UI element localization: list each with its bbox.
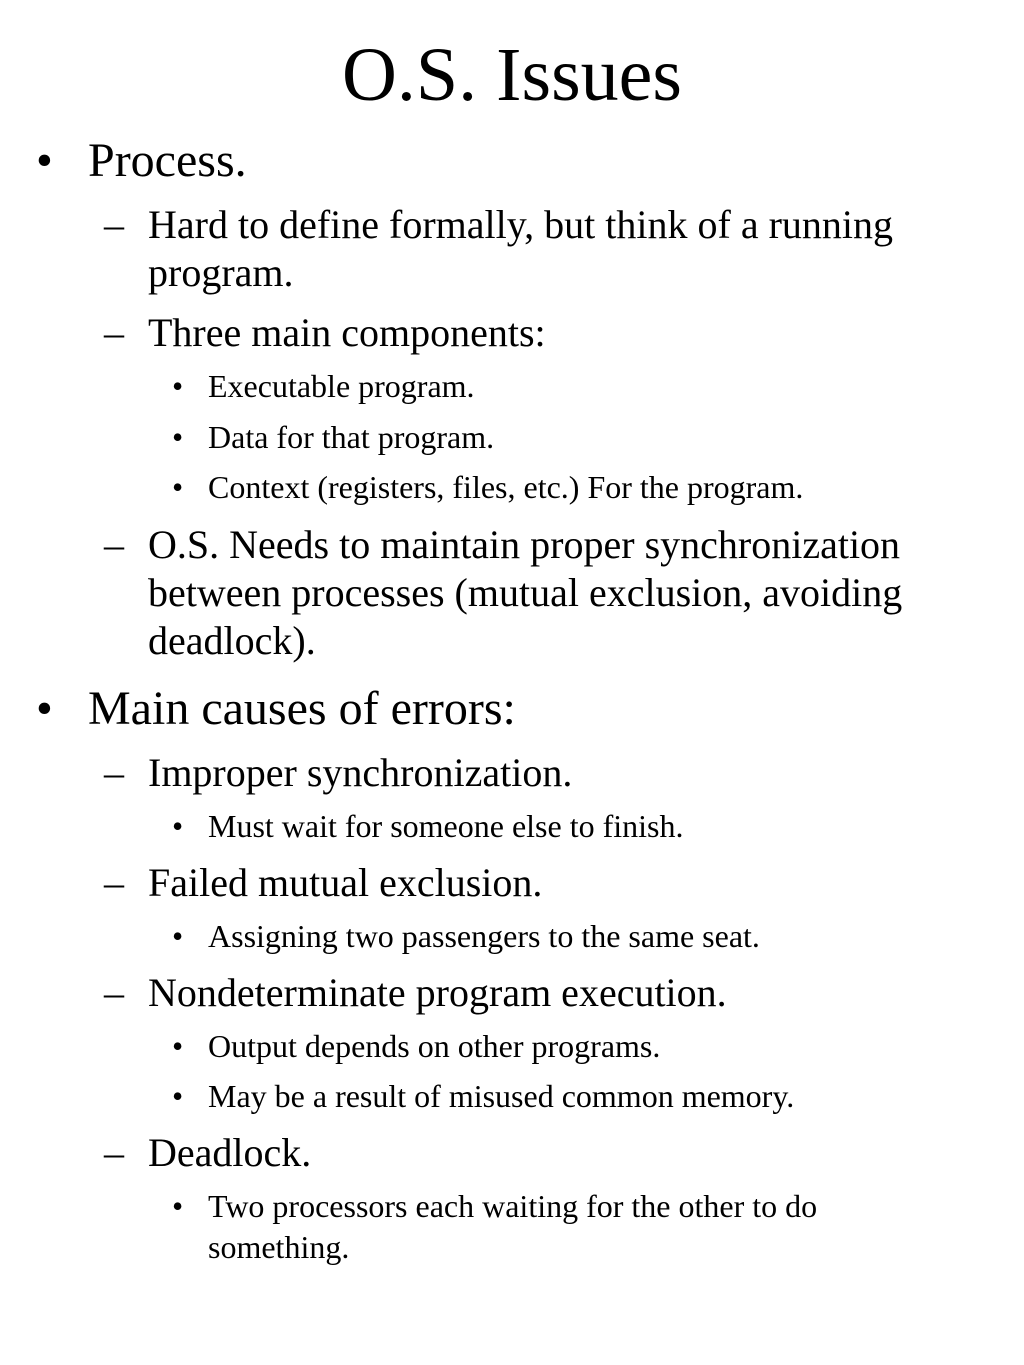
bullet-level-2 bbox=[104, 309, 1008, 357]
bullet-level-2 bbox=[104, 521, 968, 665]
bullet-text: O.S. Needs to maintain proper synchronization between processes (mutual exclusion, avoiding deadlock). bbox=[148, 522, 903, 663]
bullet-text: Nondeterminate program execution. bbox=[148, 970, 727, 1015]
dash-icon: – bbox=[104, 860, 124, 905]
bullet-text: Deadlock. bbox=[148, 1130, 312, 1175]
dash-icon: – bbox=[104, 1130, 124, 1175]
bullet-level-3 bbox=[172, 1026, 1008, 1067]
bullet-text: Data for that program. bbox=[208, 419, 495, 455]
bullet-level-3 bbox=[172, 366, 1008, 407]
bullet-text: Failed mutual exclusion. bbox=[148, 860, 543, 905]
bullet-text: May be a result of misused common memory. bbox=[208, 1078, 795, 1114]
bullet-level-3 bbox=[172, 1186, 948, 1268]
bullet-dot-icon: • bbox=[172, 1078, 184, 1114]
dash-icon: – bbox=[104, 522, 124, 567]
bullet-level-2 bbox=[104, 201, 1003, 297]
bullet-text: Hard to define formally, but think of a running program. bbox=[148, 202, 893, 295]
dash-icon: – bbox=[104, 750, 124, 795]
bullet-dot-icon: • bbox=[36, 134, 53, 187]
bullet-text: Improper synchronization. bbox=[148, 750, 573, 795]
bullet-text: Two processors each waiting for the other to do something. bbox=[208, 1188, 818, 1265]
bullet-text: Three main components: bbox=[148, 310, 546, 355]
bullet-level-3 bbox=[172, 916, 1008, 957]
dash-icon: – bbox=[104, 310, 124, 355]
bullet-level-2 bbox=[104, 1129, 1008, 1177]
bullet-dot-icon: • bbox=[172, 918, 184, 954]
dash-icon: – bbox=[104, 202, 124, 247]
bullet-text: Context (registers, files, etc.) For the program. bbox=[208, 469, 804, 505]
bullet-text: Output depends on other programs. bbox=[208, 1028, 661, 1064]
bullet-level-1 bbox=[36, 681, 1008, 737]
bullet-dot-icon: • bbox=[172, 1028, 184, 1064]
bullet-level-3 bbox=[172, 417, 1008, 458]
bullet-level-3 bbox=[172, 806, 1008, 847]
dash-icon: – bbox=[104, 970, 124, 1015]
bullet-dot-icon: • bbox=[172, 1188, 184, 1224]
bullet-level-3 bbox=[172, 467, 1008, 508]
bullet-text: Process. bbox=[88, 134, 247, 187]
bullet-text: Main causes of errors: bbox=[88, 682, 516, 735]
bullet-level-2 bbox=[104, 859, 1008, 907]
bullet-text: Must wait for someone else to finish. bbox=[208, 808, 684, 844]
bullet-level-1 bbox=[36, 133, 1008, 189]
bullet-dot-icon: • bbox=[172, 419, 184, 455]
bullet-dot-icon: • bbox=[172, 469, 184, 505]
bullet-level-2 bbox=[104, 749, 1008, 797]
bullet-text: Executable program. bbox=[208, 368, 475, 404]
bullet-dot-icon: • bbox=[172, 808, 184, 844]
slide-title: O.S. Issues bbox=[342, 33, 682, 117]
bullet-level-3 bbox=[172, 1076, 1008, 1117]
bullet-dot-icon: • bbox=[172, 368, 184, 404]
bullet-text: Assigning two passengers to the same seat. bbox=[208, 918, 760, 954]
bullet-dot-icon: • bbox=[36, 682, 53, 735]
bullet-level-2 bbox=[104, 969, 1008, 1017]
